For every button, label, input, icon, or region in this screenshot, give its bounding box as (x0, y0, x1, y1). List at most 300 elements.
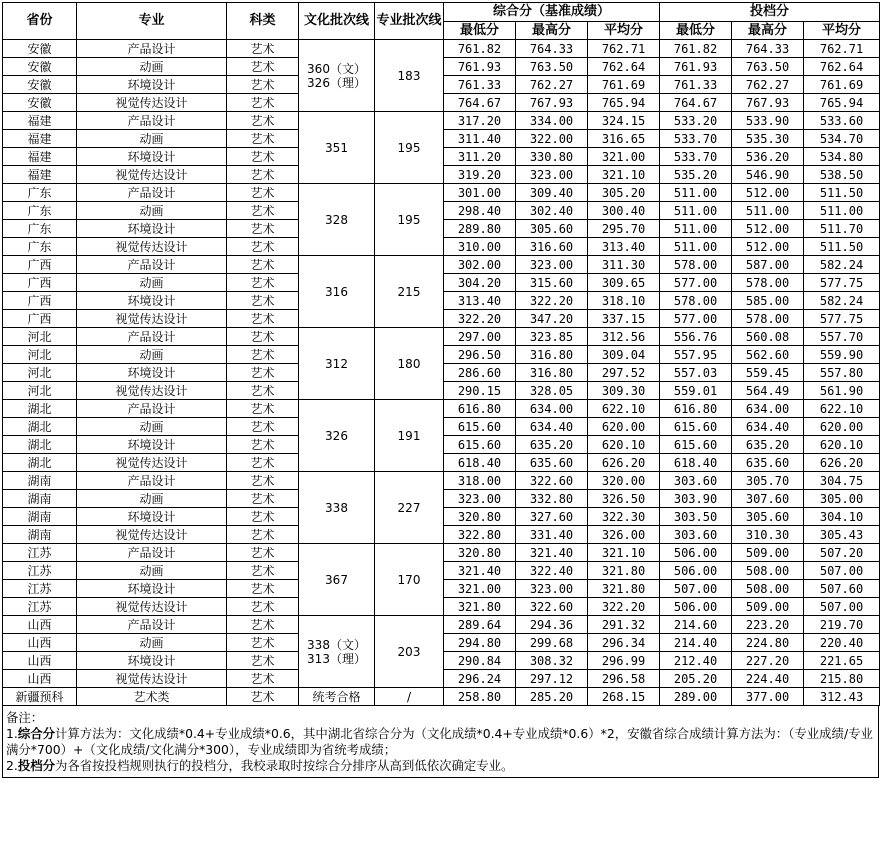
header-major-line: 专业批次线 (375, 3, 444, 40)
table-row (3, 40, 880, 58)
category-cell: 艺术 (227, 616, 299, 634)
composite-avg-cell: 309.30 (588, 382, 660, 400)
category-cell: 艺术 (227, 220, 299, 238)
admission-avg-cell: 620.10 (804, 436, 880, 454)
composite-max-cell: 331.40 (516, 526, 588, 544)
admission-max-cell: 564.49 (732, 382, 804, 400)
province-cell: 安徽 (3, 94, 77, 112)
province-cell: 山西 (3, 616, 77, 634)
composite-min-cell: 289.64 (444, 616, 516, 634)
composite-avg-cell: 620.10 (588, 436, 660, 454)
composite-max-cell: 297.12 (516, 670, 588, 688)
composite-avg-cell: 321.10 (588, 544, 660, 562)
composite-max-cell: 634.40 (516, 418, 588, 436)
major-cell: 艺术类 (77, 688, 227, 706)
province-cell: 福建 (3, 148, 77, 166)
admission-max-cell: 533.90 (732, 112, 804, 130)
composite-min-cell: 302.00 (444, 256, 516, 274)
major-cell: 动画 (77, 418, 227, 436)
admission-min-cell: 615.60 (660, 418, 732, 436)
admission-max-cell: 224.80 (732, 634, 804, 652)
province-cell: 广西 (3, 310, 77, 328)
province-cell: 湖北 (3, 400, 77, 418)
notes-label: 备注： (6, 710, 44, 725)
composite-min-cell: 321.40 (444, 562, 516, 580)
admission-max-cell: 578.00 (732, 274, 804, 292)
header-row-1 (3, 3, 880, 22)
composite-min-cell: 311.40 (444, 130, 516, 148)
major-cell: 环境设计 (77, 580, 227, 598)
major-cell: 环境设计 (77, 292, 227, 310)
category-cell: 艺术 (227, 274, 299, 292)
category-cell: 艺术 (227, 202, 299, 220)
composite-max-cell: 323.85 (516, 328, 588, 346)
composite-min-cell: 615.60 (444, 436, 516, 454)
composite-min-cell: 286.60 (444, 364, 516, 382)
composite-max-cell: 305.60 (516, 220, 588, 238)
admission-max-cell: 511.00 (732, 202, 804, 220)
province-cell: 河北 (3, 346, 77, 364)
admission-min-cell: 578.00 (660, 292, 732, 310)
composite-min-cell: 296.24 (444, 670, 516, 688)
admission-min-cell: 506.00 (660, 544, 732, 562)
admission-min-cell: 303.60 (660, 472, 732, 490)
admission-avg-cell: 305.00 (804, 490, 880, 508)
province-cell: 福建 (3, 112, 77, 130)
admission-avg-cell: 559.90 (804, 346, 880, 364)
composite-min-cell: 761.82 (444, 40, 516, 58)
note-2 (6, 758, 876, 774)
admission-avg-cell: 507.00 (804, 562, 880, 580)
major-cell: 视觉传达设计 (77, 166, 227, 184)
admission-max-cell: 762.27 (732, 76, 804, 94)
major-cell: 环境设计 (77, 436, 227, 454)
note-2-number: 2. (6, 758, 18, 773)
composite-max-cell: 764.33 (516, 40, 588, 58)
major-line-cell: 195 (375, 184, 444, 256)
major-cell: 产品设计 (77, 544, 227, 562)
admission-min-cell: 761.82 (660, 40, 732, 58)
composite-max-cell: 315.60 (516, 274, 588, 292)
admission-max-cell: 634.40 (732, 418, 804, 436)
admission-min-cell: 616.80 (660, 400, 732, 418)
province-cell: 江苏 (3, 544, 77, 562)
province-cell: 河北 (3, 382, 77, 400)
province-cell: 新疆预科 (3, 688, 77, 706)
admission-avg-cell: 582.24 (804, 292, 880, 310)
admission-max-cell: 512.00 (732, 220, 804, 238)
admission-avg-cell: 577.75 (804, 274, 880, 292)
admission-min-cell: 511.00 (660, 202, 732, 220)
composite-avg-cell: 300.40 (588, 202, 660, 220)
composite-max-cell: 321.40 (516, 544, 588, 562)
admission-avg-cell: 220.40 (804, 634, 880, 652)
admission-max-cell: 635.60 (732, 454, 804, 472)
composite-avg-cell: 296.58 (588, 670, 660, 688)
composite-max-cell: 322.60 (516, 472, 588, 490)
composite-avg-cell: 322.20 (588, 598, 660, 616)
major-cell: 环境设计 (77, 76, 227, 94)
culture-line-cell: 351 (299, 112, 375, 184)
category-cell: 艺术 (227, 364, 299, 382)
score-document (2, 2, 880, 778)
province-cell: 湖北 (3, 418, 77, 436)
composite-min-cell: 313.40 (444, 292, 516, 310)
composite-min-cell: 320.80 (444, 508, 516, 526)
category-cell: 艺术 (227, 328, 299, 346)
admission-min-cell: 533.70 (660, 130, 732, 148)
header-composite-min: 最低分 (444, 22, 516, 40)
admission-min-cell: 578.00 (660, 256, 732, 274)
composite-max-cell: 322.00 (516, 130, 588, 148)
admission-min-cell: 212.40 (660, 652, 732, 670)
composite-max-cell: 327.60 (516, 508, 588, 526)
category-cell: 艺术 (227, 580, 299, 598)
admission-min-cell: 764.67 (660, 94, 732, 112)
admission-max-cell: 562.60 (732, 346, 804, 364)
category-cell: 艺术 (227, 130, 299, 148)
admission-avg-cell: 765.94 (804, 94, 880, 112)
major-cell: 产品设计 (77, 328, 227, 346)
table-row (3, 400, 880, 418)
composite-max-cell: 767.93 (516, 94, 588, 112)
composite-max-cell: 316.80 (516, 364, 588, 382)
admission-max-cell: 536.20 (732, 148, 804, 166)
major-cell: 产品设计 (77, 256, 227, 274)
admission-avg-cell: 305.43 (804, 526, 880, 544)
admission-avg-cell: 762.71 (804, 40, 880, 58)
category-cell: 艺术 (227, 472, 299, 490)
composite-avg-cell: 296.34 (588, 634, 660, 652)
major-line-cell: 183 (375, 40, 444, 112)
composite-avg-cell: 309.04 (588, 346, 660, 364)
major-cell: 动画 (77, 562, 227, 580)
table-row (3, 328, 880, 346)
table-row (3, 256, 880, 274)
province-cell: 湖南 (3, 526, 77, 544)
composite-avg-cell: 765.94 (588, 94, 660, 112)
admission-max-cell: 377.00 (732, 688, 804, 706)
note-1 (6, 726, 876, 758)
admission-min-cell: 214.60 (660, 616, 732, 634)
composite-min-cell: 319.20 (444, 166, 516, 184)
admission-max-cell: 224.40 (732, 670, 804, 688)
major-cell: 视觉传达设计 (77, 310, 227, 328)
province-cell: 广西 (3, 256, 77, 274)
admission-max-cell: 310.30 (732, 526, 804, 544)
major-cell: 视觉传达设计 (77, 382, 227, 400)
admission-avg-cell: 622.10 (804, 400, 880, 418)
admission-min-cell: 506.00 (660, 562, 732, 580)
major-line-cell: 227 (375, 472, 444, 544)
composite-avg-cell: 321.80 (588, 580, 660, 598)
composite-max-cell: 332.80 (516, 490, 588, 508)
province-cell: 安徽 (3, 58, 77, 76)
composite-max-cell: 635.20 (516, 436, 588, 454)
admission-avg-cell: 534.70 (804, 130, 880, 148)
admission-min-cell: 303.90 (660, 490, 732, 508)
composite-avg-cell: 324.15 (588, 112, 660, 130)
admission-avg-cell: 533.60 (804, 112, 880, 130)
header-composite-avg: 平均分 (588, 22, 660, 40)
composite-max-cell: 334.00 (516, 112, 588, 130)
major-line-cell: 195 (375, 112, 444, 184)
composite-avg-cell: 316.65 (588, 130, 660, 148)
composite-avg-cell: 318.10 (588, 292, 660, 310)
composite-min-cell: 323.00 (444, 490, 516, 508)
category-cell: 艺术 (227, 418, 299, 436)
admission-min-cell: 761.93 (660, 58, 732, 76)
category-cell: 艺术 (227, 544, 299, 562)
province-cell: 山西 (3, 634, 77, 652)
admission-avg-cell: 582.24 (804, 256, 880, 274)
composite-min-cell: 761.33 (444, 76, 516, 94)
culture-line-cell: 312 (299, 328, 375, 400)
admission-min-cell: 559.01 (660, 382, 732, 400)
admission-min-cell: 761.33 (660, 76, 732, 94)
composite-max-cell: 635.60 (516, 454, 588, 472)
category-cell: 艺术 (227, 184, 299, 202)
province-cell: 广东 (3, 238, 77, 256)
admission-avg-cell: 761.69 (804, 76, 880, 94)
province-cell: 湖北 (3, 454, 77, 472)
admission-max-cell: 767.93 (732, 94, 804, 112)
composite-max-cell: 763.50 (516, 58, 588, 76)
header-admission-max: 最高分 (732, 22, 804, 40)
admission-max-cell: 585.00 (732, 292, 804, 310)
category-cell: 艺术 (227, 346, 299, 364)
composite-avg-cell: 321.10 (588, 166, 660, 184)
admission-max-cell: 508.00 (732, 562, 804, 580)
composite-max-cell: 330.80 (516, 148, 588, 166)
category-cell: 艺术 (227, 598, 299, 616)
composite-avg-cell: 620.00 (588, 418, 660, 436)
composite-max-cell: 308.32 (516, 652, 588, 670)
header-admission-group: 投档分 (660, 3, 880, 22)
admission-min-cell: 214.40 (660, 634, 732, 652)
composite-avg-cell: 762.64 (588, 58, 660, 76)
admission-max-cell: 546.90 (732, 166, 804, 184)
admission-avg-cell: 215.80 (804, 670, 880, 688)
admission-avg-cell: 511.00 (804, 202, 880, 220)
table-row (3, 616, 880, 634)
category-cell: 艺术 (227, 40, 299, 58)
admission-min-cell: 507.00 (660, 580, 732, 598)
composite-min-cell: 317.20 (444, 112, 516, 130)
score-table-body (3, 40, 880, 706)
category-cell: 艺术 (227, 508, 299, 526)
admission-min-cell: 615.60 (660, 436, 732, 454)
composite-min-cell: 618.40 (444, 454, 516, 472)
header-admission-avg: 平均分 (804, 22, 880, 40)
composite-avg-cell: 312.56 (588, 328, 660, 346)
culture-line-cell: 367 (299, 544, 375, 616)
composite-max-cell: 294.36 (516, 616, 588, 634)
table-row (3, 112, 880, 130)
admission-avg-cell: 626.20 (804, 454, 880, 472)
province-cell: 江苏 (3, 580, 77, 598)
admission-min-cell: 511.00 (660, 220, 732, 238)
admission-min-cell: 557.95 (660, 346, 732, 364)
major-line-cell: 203 (375, 616, 444, 688)
province-cell: 河北 (3, 328, 77, 346)
header-category: 科类 (227, 3, 299, 40)
composite-min-cell: 321.80 (444, 598, 516, 616)
category-cell: 艺术 (227, 436, 299, 454)
composite-avg-cell: 326.00 (588, 526, 660, 544)
province-cell: 广东 (3, 184, 77, 202)
composite-min-cell: 322.20 (444, 310, 516, 328)
major-line-cell: 170 (375, 544, 444, 616)
major-cell: 视觉传达设计 (77, 238, 227, 256)
province-cell: 广东 (3, 202, 77, 220)
major-cell: 视觉传达设计 (77, 454, 227, 472)
major-line-cell: 215 (375, 256, 444, 328)
province-cell: 湖南 (3, 490, 77, 508)
composite-max-cell: 323.00 (516, 256, 588, 274)
admission-min-cell: 577.00 (660, 274, 732, 292)
major-cell: 产品设计 (77, 472, 227, 490)
composite-avg-cell: 313.40 (588, 238, 660, 256)
major-cell: 环境设计 (77, 364, 227, 382)
admission-avg-cell: 511.50 (804, 238, 880, 256)
admission-avg-cell: 538.50 (804, 166, 880, 184)
admission-max-cell: 512.00 (732, 238, 804, 256)
admission-avg-cell: 304.75 (804, 472, 880, 490)
admission-avg-cell: 304.10 (804, 508, 880, 526)
category-cell: 艺术 (227, 526, 299, 544)
composite-min-cell: 290.15 (444, 382, 516, 400)
admission-max-cell: 635.20 (732, 436, 804, 454)
major-cell: 动画 (77, 58, 227, 76)
category-cell: 艺术 (227, 148, 299, 166)
category-cell: 艺术 (227, 112, 299, 130)
province-cell: 安徽 (3, 40, 77, 58)
note-2-text: 为各省按投档规则执行的投档分，我校录取时按综合分排序从高到低依次确定专业。 (55, 758, 514, 773)
composite-min-cell: 616.80 (444, 400, 516, 418)
composite-min-cell: 310.00 (444, 238, 516, 256)
composite-max-cell: 322.40 (516, 562, 588, 580)
composite-max-cell: 316.60 (516, 238, 588, 256)
composite-avg-cell: 321.80 (588, 562, 660, 580)
admission-max-cell: 508.00 (732, 580, 804, 598)
composite-avg-cell: 762.71 (588, 40, 660, 58)
province-cell: 江苏 (3, 562, 77, 580)
composite-min-cell: 296.50 (444, 346, 516, 364)
composite-avg-cell: 622.10 (588, 400, 660, 418)
composite-avg-cell: 268.15 (588, 688, 660, 706)
score-table (2, 2, 880, 706)
admission-max-cell: 764.33 (732, 40, 804, 58)
culture-line-cell: 326 (299, 400, 375, 472)
major-cell: 环境设计 (77, 652, 227, 670)
admission-min-cell: 511.00 (660, 184, 732, 202)
culture-line-cell: 360（文） 326（理） (299, 40, 375, 112)
composite-avg-cell: 761.69 (588, 76, 660, 94)
major-cell: 产品设计 (77, 616, 227, 634)
header-composite-group: 综合分（基准成绩） (444, 3, 660, 22)
table-row (3, 688, 880, 706)
composite-max-cell: 316.80 (516, 346, 588, 364)
admission-max-cell: 763.50 (732, 58, 804, 76)
composite-avg-cell: 626.20 (588, 454, 660, 472)
admission-max-cell: 223.20 (732, 616, 804, 634)
admission-avg-cell: 507.60 (804, 580, 880, 598)
header-culture-line: 文化批次线 (299, 3, 375, 40)
composite-max-cell: 299.68 (516, 634, 588, 652)
composite-max-cell: 347.20 (516, 310, 588, 328)
admission-min-cell: 577.00 (660, 310, 732, 328)
table-row (3, 184, 880, 202)
admission-min-cell: 533.70 (660, 148, 732, 166)
category-cell: 艺术 (227, 238, 299, 256)
composite-min-cell: 615.60 (444, 418, 516, 436)
composite-avg-cell: 322.30 (588, 508, 660, 526)
admission-avg-cell: 577.75 (804, 310, 880, 328)
category-cell: 艺术 (227, 562, 299, 580)
composite-min-cell: 311.20 (444, 148, 516, 166)
province-cell: 山西 (3, 652, 77, 670)
category-cell: 艺术 (227, 454, 299, 472)
category-cell: 艺术 (227, 76, 299, 94)
composite-max-cell: 285.20 (516, 688, 588, 706)
category-cell: 艺术 (227, 166, 299, 184)
category-cell: 艺术 (227, 94, 299, 112)
composite-avg-cell: 337.15 (588, 310, 660, 328)
province-cell: 福建 (3, 166, 77, 184)
category-cell: 艺术 (227, 634, 299, 652)
composite-max-cell: 309.40 (516, 184, 588, 202)
composite-max-cell: 762.27 (516, 76, 588, 94)
admission-min-cell: 205.20 (660, 670, 732, 688)
category-cell: 艺术 (227, 400, 299, 418)
admission-avg-cell: 219.70 (804, 616, 880, 634)
culture-line-cell: 316 (299, 256, 375, 328)
composite-avg-cell: 326.50 (588, 490, 660, 508)
header-province: 省份 (3, 3, 77, 40)
admission-max-cell: 307.60 (732, 490, 804, 508)
admission-max-cell: 509.00 (732, 598, 804, 616)
note-1-term: 综合分 (17, 726, 55, 741)
major-cell: 环境设计 (77, 148, 227, 166)
admission-min-cell: 556.76 (660, 328, 732, 346)
composite-max-cell: 322.20 (516, 292, 588, 310)
admission-min-cell: 535.20 (660, 166, 732, 184)
category-cell: 艺术 (227, 670, 299, 688)
composite-max-cell: 328.05 (516, 382, 588, 400)
admission-max-cell: 560.08 (732, 328, 804, 346)
culture-line-cell: 统考合格 (299, 688, 375, 706)
composite-avg-cell: 291.32 (588, 616, 660, 634)
composite-avg-cell: 321.00 (588, 148, 660, 166)
admission-avg-cell: 511.70 (804, 220, 880, 238)
major-cell: 视觉传达设计 (77, 526, 227, 544)
composite-max-cell: 322.60 (516, 598, 588, 616)
composite-max-cell: 323.00 (516, 166, 588, 184)
province-cell: 福建 (3, 130, 77, 148)
composite-avg-cell: 305.20 (588, 184, 660, 202)
category-cell: 艺术 (227, 256, 299, 274)
admission-avg-cell: 620.00 (804, 418, 880, 436)
category-cell: 艺术 (227, 652, 299, 670)
major-cell: 视觉传达设计 (77, 670, 227, 688)
admission-avg-cell: 507.20 (804, 544, 880, 562)
admission-min-cell: 303.60 (660, 526, 732, 544)
composite-min-cell: 290.84 (444, 652, 516, 670)
province-cell: 安徽 (3, 76, 77, 94)
composite-min-cell: 321.00 (444, 580, 516, 598)
admission-max-cell: 535.30 (732, 130, 804, 148)
